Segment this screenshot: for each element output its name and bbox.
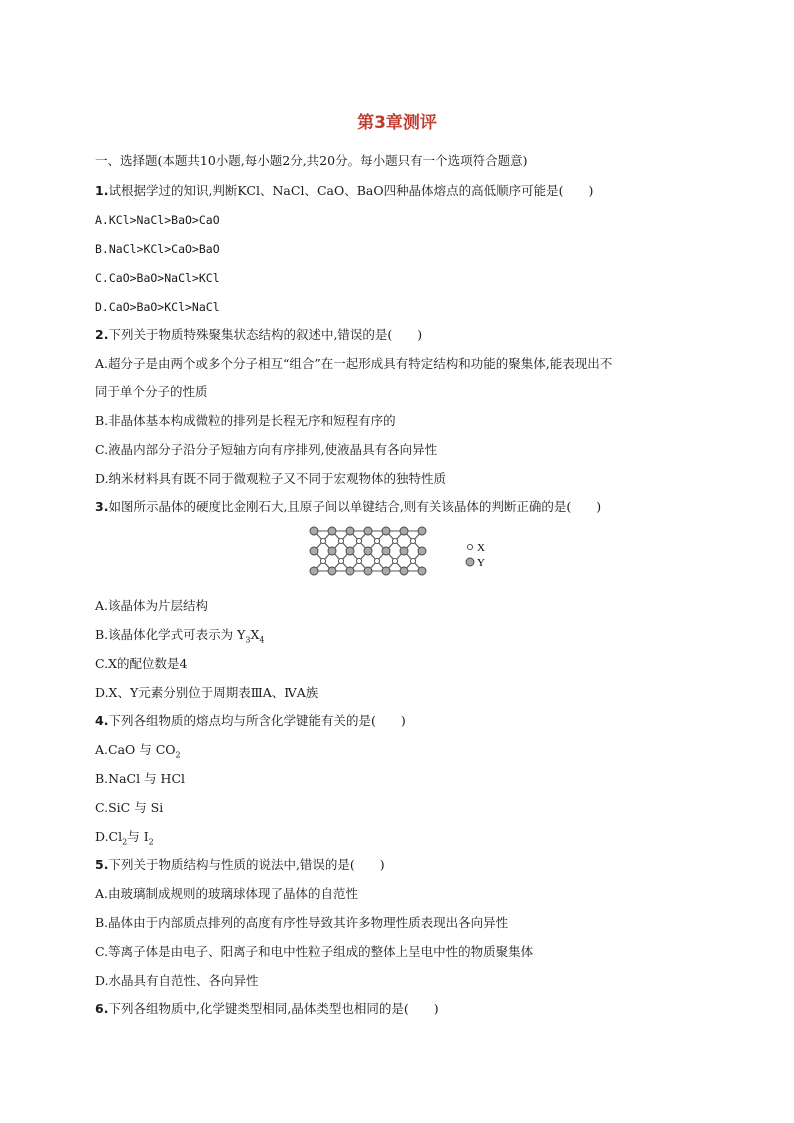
option-d: D.水晶具有自范性、各向异性 — [95, 973, 259, 988]
option-text: X — [250, 627, 260, 642]
question-2 — [95, 327, 705, 343]
option-b — [95, 627, 705, 649]
question-stem: 下列关于物质特殊聚集状态结构的叙述中,错误的是( ) — [108, 327, 423, 342]
subscript: 3 — [245, 635, 251, 645]
atom-x — [320, 558, 325, 563]
atom-y — [328, 527, 336, 535]
option-text: B.该晶体化学式可表示为 Y — [95, 627, 246, 642]
option-b: B.非晶体基本构成微粒的排列是长程无序和短程有序的 — [95, 413, 396, 428]
page-title: 第3章测评 — [357, 113, 437, 133]
atom-x — [392, 558, 397, 563]
atom-y — [310, 527, 318, 535]
option-a — [95, 742, 705, 764]
question-stem: 下列各组物质的熔点均与所含化学键能有关的是( ) — [108, 713, 406, 728]
atom-x — [392, 538, 397, 543]
subscript: 4 — [259, 635, 265, 645]
option-d — [95, 829, 705, 851]
atom-x — [338, 558, 343, 563]
atom-x — [338, 538, 343, 543]
atom-y — [400, 547, 408, 555]
question-number: 3. — [95, 499, 109, 514]
subscript: 2 — [122, 837, 128, 847]
question-number: 2. — [95, 327, 109, 342]
atom-x — [410, 538, 415, 543]
option-c: C.SiC 与 Si — [95, 800, 164, 815]
option-text: 与 I — [127, 829, 149, 844]
legend-x-marker — [467, 544, 472, 549]
question-number: 5. — [95, 857, 109, 872]
question-5 — [95, 857, 705, 873]
atom-y — [364, 567, 372, 575]
section-heading: 一、选择题(本题共10小题,每小题2分,共20分。每小题只有一个选项符合题意) — [95, 153, 528, 168]
question-number: 4. — [95, 713, 109, 728]
question-1 — [95, 183, 705, 199]
question-stem: 下列关于物质结构与性质的说法中,错误的是( ) — [108, 857, 385, 872]
atom-y — [346, 547, 354, 555]
option-c: C.CaO>BaO>NaCl>KCl — [95, 271, 220, 285]
option-d: D.CaO>BaO>KCl>NaCl — [95, 300, 220, 314]
atom-y — [310, 547, 318, 555]
subscript: 2 — [175, 750, 181, 760]
question-number: 1. — [95, 183, 109, 198]
option-a: A.该晶体为片层结构 — [95, 598, 209, 613]
atom-y — [418, 527, 426, 535]
question-number: 6. — [95, 1001, 109, 1016]
atom-y — [418, 547, 426, 555]
option-c: C.等离子体是由电子、阳离子和电中性粒子组成的整体上呈电中性的物质聚集体 — [95, 944, 534, 959]
option-b: B.NaCl 与 HCl — [95, 771, 186, 786]
question-6 — [95, 1001, 705, 1017]
atom-x — [356, 538, 361, 543]
atom-x — [374, 538, 379, 543]
atom-y — [364, 527, 372, 535]
option-d: D.X、Y元素分别位于周期表ⅢA、ⅣA族 — [95, 685, 319, 700]
crystal-structure-diagram — [304, 525, 504, 581]
atom-y — [310, 567, 318, 575]
atom-y — [418, 567, 426, 575]
question-stem: 如图所示晶体的硬度比金刚石大,且原子间以单键结合,则有关该晶体的判断正确的是( ) — [108, 499, 602, 514]
question-stem: 下列各组物质中,化学键类型相同,晶体类型也相同的是( ) — [108, 1001, 439, 1016]
option-b: B.晶体由于内部质点排列的高度有序性导致其许多物理性质表现出各向异性 — [95, 915, 509, 930]
option-c: C.X的配位数是4 — [95, 656, 188, 671]
option-d: D.纳米材料具有既不同于微观粒子又不同于宏观物体的独特性质 — [95, 471, 447, 486]
atoms — [310, 527, 426, 575]
subscript: 2 — [148, 837, 154, 847]
atom-y — [400, 567, 408, 575]
atom-y — [346, 567, 354, 575]
question-stem: 试根据学过的知识,判断KCl、NaCl、CaO、BaO四种晶体熔点的高低顺序可能是( ) — [108, 183, 594, 198]
option-c: C.液晶内部分子沿分子短轴方向有序排列,使液晶具有各向异性 — [95, 442, 438, 457]
question-4 — [95, 713, 705, 729]
atom-y — [328, 547, 336, 555]
atom-x — [374, 558, 379, 563]
option-b: B.NaCl>KCl>CaO>BaO — [95, 242, 220, 256]
option-a-continued: 同于单个分子的性质 — [95, 384, 208, 399]
option-a: A.KCl>NaCl>BaO>CaO — [95, 213, 220, 227]
legend-y-label: Y — [477, 557, 485, 569]
option-text: D.Cl — [95, 829, 123, 844]
atom-y — [400, 527, 408, 535]
question-3 — [95, 499, 705, 515]
atom-y — [382, 527, 390, 535]
option-text: A.CaO 与 CO — [95, 742, 176, 757]
atom-y — [382, 547, 390, 555]
option-a: A.超分子是由两个或多个分子相互“组合”在一起形成具有特定结构和功能的聚集体,能表现出不 — [95, 356, 613, 371]
option-a: A.由玻璃制成规则的玻璃球体现了晶体的自范性 — [95, 886, 359, 901]
atom-y — [328, 567, 336, 575]
atom-x — [410, 558, 415, 563]
atom-y — [382, 567, 390, 575]
atom-x — [320, 538, 325, 543]
legend-y-marker — [466, 558, 474, 566]
atom-y — [346, 527, 354, 535]
atom-y — [364, 547, 372, 555]
atom-x — [356, 558, 361, 563]
legend-x-label: X — [477, 542, 485, 554]
